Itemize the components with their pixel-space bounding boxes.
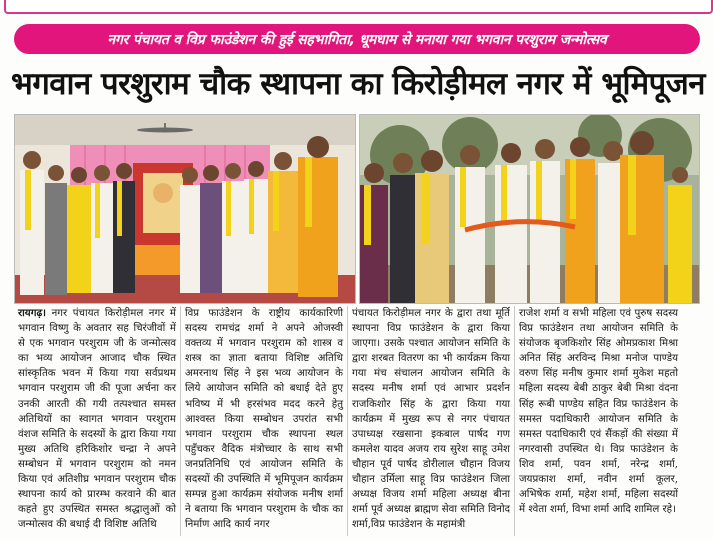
dateline: रायगढ़। (18, 307, 47, 319)
tagline-text: नगर पंचायत व विप्र फाउंडेशन की हुई सहभागिता, धूमधाम से मनाया गया भगवान परशुराम जन्मोत्सव (107, 31, 607, 48)
previous-article-frame (4, 0, 713, 14)
headline: भगवान परशुराम चौक स्थापना का किरोड़ीमल नगर में भूमिपूजन (11, 66, 705, 102)
group-photo-ceremony (359, 114, 700, 304)
tagline-banner (14, 24, 700, 54)
article-column-2: विप्र फाउंडेशन के राष्ट्रीय कार्यकारिणी सदस्य रामचंद्र शर्मा ने अपने ओजस्वी वक्तव्य में भगवान परशुराम को शास्त्र व शस्त्र का ज्ञाता बताया विशिष्ट अतिथि अमरनाथ सिंह ने इस भव्य आयोजन के लिये आयोजन समिति को बधाई देते हुए भविष्य में भी हरसंभव मदद करने हेतु आश्वस्त किया सम्बोधन उपरांत सभी भगवान परशुराम चौक स्थापना स्थल पहुँचकर वैदिक मंत्रोच्चार के साथ सभी जनप्रतिनिधि एवं आयोजन समिति के सदस्यों की उपस्थिति में भूमिपूजन कार्यक्रम सम्पन्न हुआ कार्यक्रम संयोजक मनीष शर्मा ने बताया कि भगवान परशुराम के चौक का निर्माण आदि कार्य नगर (181, 306, 348, 536)
ceremony-scene (360, 115, 699, 303)
column-1-text: नगर पंचायत किरोड़ीमल नगर में भगवान विष्णु के अवतार सह चिरंजीवों में से एक भगवान परशुराम जी के जन्मोत्सव का भव्य आयोजन आजाद चौक स्थित सांस्कृतिक भवन में किया गया सर्वप्रथम भगवान परशुराम जी की पूजा अर्चना कर उनकी आरती की गयी तत्पश्चात समस्त अतिथियों का स्वागत भगवान परशुराम वंशज समिति के सदस्यों के द्वारा किया गया मुख्य अतिथि हरिकिशोर चन्द्रा ने अपने सम्बोधन में भगवान परशुराम को नमन किया एवं अतिशीघ्र भगवान परशुराम चौक स्थापना कार्य को प्रारम्भ करवाने की बात कहते हुए उपस्थित समस्त श्रद्धालुओं को जन्मोत्सव की बधाई दी विशिष्ट अतिथि (18, 308, 176, 531)
page-top-border (0, 0, 713, 16)
article-column-1 (14, 306, 181, 536)
article-body (14, 306, 700, 536)
article-column-3: पंचायत किरोड़ीमल नगर के द्वारा तथा मूर्ति स्थापना विप्र फाउंडेशन के द्वारा किया जाएगा। उसके पश्चात आयोजन समिति के द्वारा शरबत वितरण का भी कार्यक्रम किया गया मंच संचालन आयोजन समिति के सदस्य मनीष शर्मा एवं आभार प्रदर्शन राजकिशोर सिंह के द्वारा किया गया कार्यक्रम में मुख्य रूप से नगर पंचायत उपाध्यक्ष रखसाना इकबाल पार्षद गण कमलेश यादव अजय राय सुरेश साहू उमेश चौहान पूर्व पार्षद डोरीलाल चौहान विजय चौहान उर्मिला साहू विप्र फाउंडेशन जिला अध्यक्ष विजय शर्मा महिला अध्यक्ष बीना शर्मा पूर्व अध्यक्ष ब्राह्मण सेवा समिति विनोद शर्मा,विप्र फाउंडेशन के महामंत्री (348, 306, 515, 536)
article-column-4: राजेश शर्मा व सभी महिला एवं पुरुष सदस्य विप्र फाउंडेशन तथा आयोजन समिति के संयोजक बृजकिशोर सिंह ओमप्रकाश मिश्रा अनित सिंह अरविन्द मिश्रा मनोज पाण्डेय वरुण सिंह मनीष कुमार शर्मा मुकेश महतो महिला सदस्य बेबी ठाकुर बेबी मिश्रा वंदना सिंह रूबी पाण्डेय सहित विप्र फाउंडेशन के समस्त पदाधिकारी आयोजन समिति के समस्त पदाधिकारी एवं सैंकड़ों की संख्या में नगरवासी उपस्थित थे। विप्र फाउंडेशन के शिव शर्मा, पवन शर्मा, नरेन्द्र शर्मा, जयप्रकाश शर्मा, नवीन शर्मा कूलर, अभिषेक शर्मा, महेश शर्मा, महिला सदस्यों में श्वेता शर्मा, विभा शर्मा आदि शामिल रहे। (519, 308, 678, 516)
group-photo-hall (14, 114, 356, 304)
hall-scene (15, 115, 355, 303)
